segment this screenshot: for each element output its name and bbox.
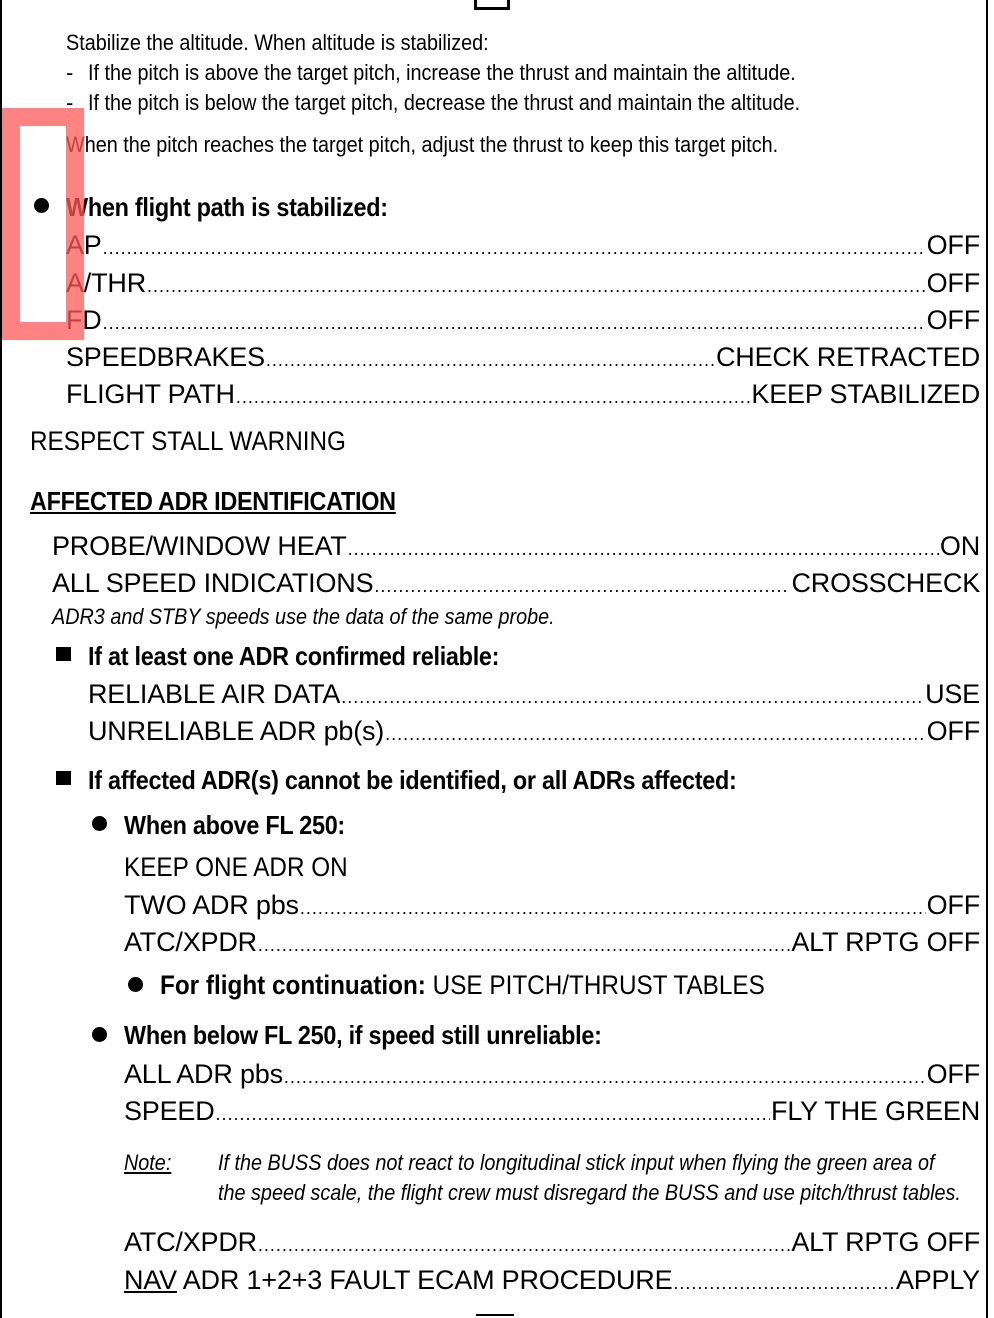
dash: - [66,60,74,85]
intro-line: When the pitch reaches the target pitch, adjust the thrust to keep this target pitch. [66,132,779,157]
condition-heading: When above FL 250: [124,810,345,840]
continuation-text: USE PITCH/THRUST TABLES [425,970,765,1000]
checklist-value: OFF [926,268,980,298]
checklist-label [124,1263,672,1297]
checklist-row [66,303,980,337]
checklist-row [66,340,980,374]
continuation-label: For flight continuation: [160,970,426,1000]
highlight-box [2,108,84,340]
checklist-label: ATC/XPDR [124,1227,257,1257]
leader-dots [236,380,751,414]
leader-dots [374,569,790,603]
leader-dots [258,928,790,962]
checklist-value: CHECK RETRACTED [715,342,980,372]
leader-dots [258,1228,790,1262]
checklist-row [124,1057,980,1091]
leader-dots [385,717,926,751]
intro-item: If the pitch is above the target pitch, increase the thrust and maintain the altitude. [88,60,796,85]
checklist-value: ON [939,531,980,561]
bullet-icon [92,816,107,831]
italic-note: ADR3 and STBY speeds use the data of the same probe. [52,604,555,629]
checklist-value: OFF [926,230,980,260]
note-text: If the BUSS does not react to longitudinal stick input when flying the green area of [218,1150,935,1175]
square-bullet-icon [56,647,71,661]
checklist-label: ATC/XPDR [124,927,257,957]
intro-item: If the pitch is below the target pitch, decrease the thrust and maintain the altitude. [88,90,801,115]
leader-dots [348,532,939,566]
checklist-label-text: ADR 1+2+3 FAULT ECAM PROCEDURE [176,1265,673,1295]
stall-warning: RESPECT STALL WARNING [30,426,346,456]
leader-dots [284,1060,926,1094]
checklist-row [52,566,980,600]
checklist-row [124,1263,980,1297]
checklist-value: APPLY [895,1265,980,1295]
checklist-row [88,677,980,711]
condition-heading: If affected ADR(s) cannot be identified, or all ADRs affected: [88,765,737,795]
checklist-value: OFF [926,305,980,335]
leader-dots [673,1266,895,1300]
checklist-value: OFF [926,716,980,746]
section-heading: When flight path is stabilized: [66,192,388,222]
checklist-row [124,888,980,922]
leader-dots [300,891,926,925]
leader-dots [103,306,926,340]
intro-line: Stabilize the altitude. When altitude is stabilized: [66,30,489,55]
square-bullet-icon [56,771,71,785]
checklist-label: SPEEDBRAKES [66,342,265,372]
checklist-value: OFF [926,1059,980,1089]
checklist-label: RELIABLE AIR DATA [88,679,341,709]
leader-dots [266,343,715,377]
checklist-row [66,266,980,300]
checklist-label: PROBE/WINDOW HEAT [52,531,347,561]
instruction: KEEP ONE ADR ON [124,852,348,882]
checklist-value: FLY THE GREEN [771,1096,980,1126]
checklist-row [88,714,980,748]
section-title: AFFECTED ADR IDENTIFICATION [30,486,396,516]
condition-heading: When below FL 250, if speed still unreliable: [124,1020,602,1050]
leader-dots [341,680,924,714]
leader-dots [147,269,926,303]
dash: - [66,90,74,115]
page-bottom-marker [476,1314,514,1316]
checklist-value: ALT RPTG OFF [791,1227,980,1257]
checklist-label: SPEED [124,1096,215,1126]
checklist-row [124,925,980,959]
checklist-row [124,1094,980,1128]
checklist-row [124,1225,980,1259]
checklist-label: ALL SPEED INDICATIONS [52,568,374,598]
note-label: Note: [124,1150,172,1175]
checklist-value: OFF [926,890,980,920]
checklist-label: A/THR [66,268,147,298]
page-border-right [986,0,988,1318]
bullet-icon [128,977,143,992]
checklist-label: ALL ADR pbs [124,1059,283,1089]
checklist-row [66,377,980,411]
checklist-row [52,529,980,563]
checklist-label: FLIGHT PATH [66,379,235,409]
checklist-label: UNRELIABLE ADR pb(s) [88,716,385,746]
checklist-value: ALT RPTG OFF [791,927,980,957]
bullet-icon [92,1027,107,1042]
checklist-value: USE [925,679,980,709]
checklist-label: AP [66,230,102,260]
leader-dots [216,1097,770,1131]
checklist-value: KEEP STABILIZED [751,379,980,409]
condition-heading: If at least one ADR confirmed reliable: [88,641,500,671]
leader-dots [103,231,926,265]
checklist-label: TWO ADR pbs [124,890,299,920]
checklist-label: FD [66,305,102,335]
note-text: the speed scale, the flight crew must disregard the BUSS and use pitch/thrust tables. [218,1180,961,1205]
continuation-line [160,970,765,1001]
checklist-row [66,228,980,262]
checklist-value: CROSSCHECK [791,568,980,598]
page-top-marker [474,0,510,10]
nav-link[interactable]: NAV [124,1265,177,1295]
